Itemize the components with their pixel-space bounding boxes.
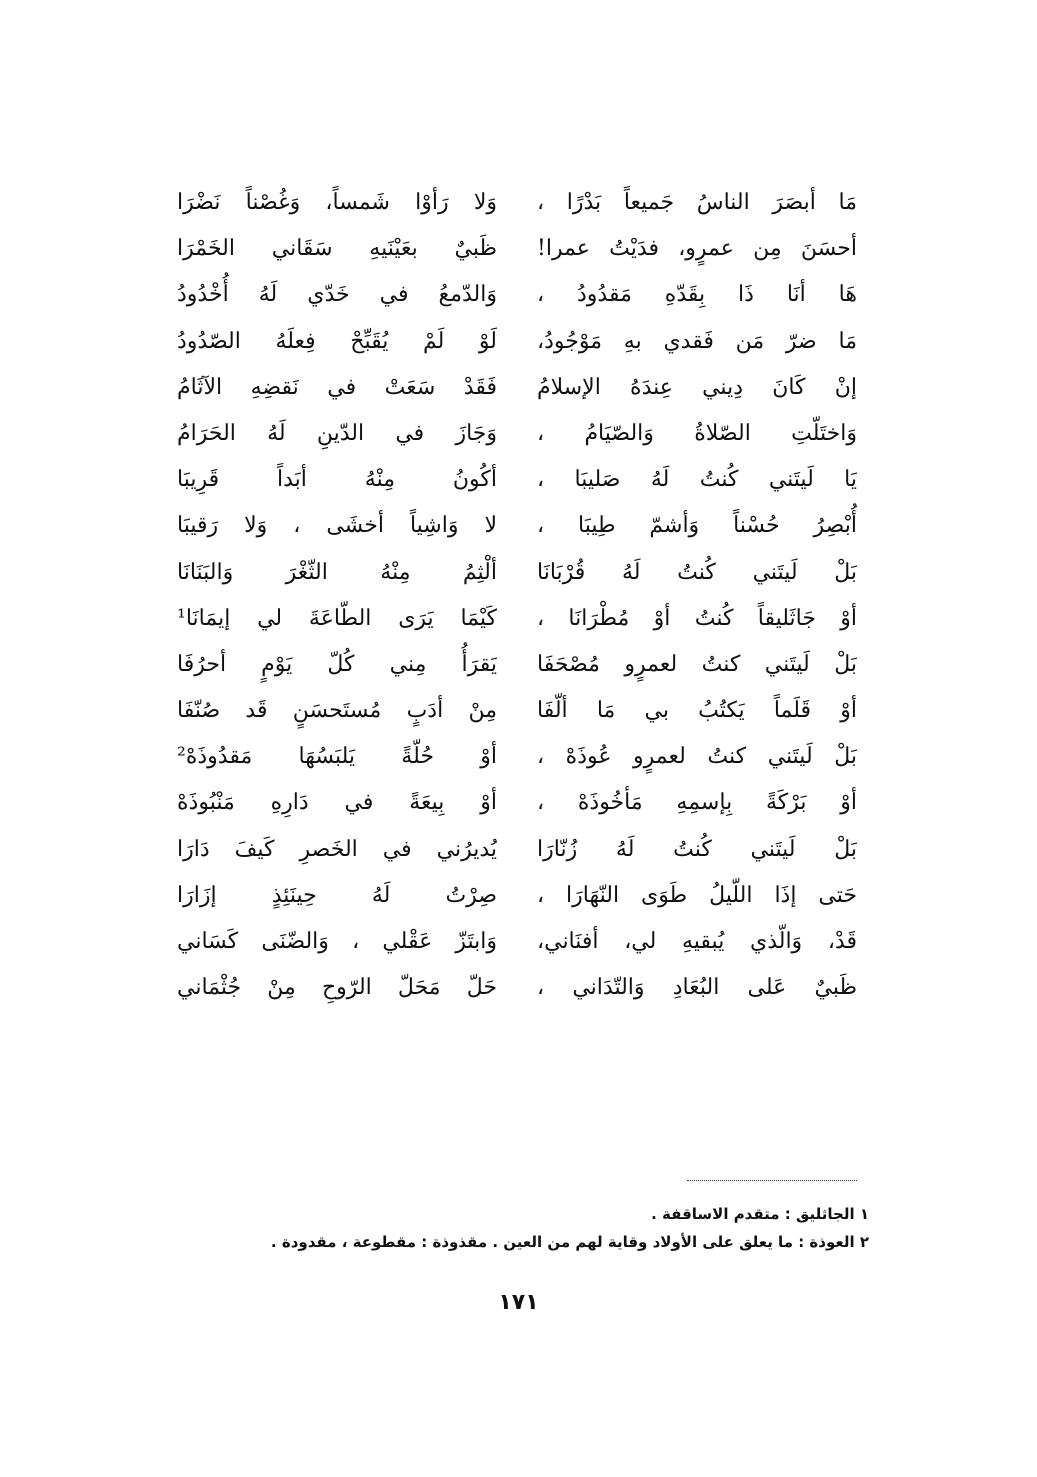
- hemistich-first: بَلْ لَيتَني كُنتُ لَهُ قُرْبَانَا: [537, 559, 857, 585]
- verse-line: [177, 503, 857, 549]
- hemistich-second: أكُونُ مِنْهُ أبَداً قَرِيبَا: [177, 467, 497, 493]
- page-number: ١٧١: [498, 1290, 539, 1315]
- hemistich-first: وَاختَلّتِ الصّلاةُ وَالصّيَامُ ،: [537, 420, 857, 446]
- hemistich-second: وَلا رَأوْا شَمساً، وَغُصْناً نَضْرَا: [177, 190, 497, 215]
- hemistich-second: وَالدّمعُ في خَدّي لَهُ أُخْدُودُ: [177, 282, 497, 308]
- hemistich-second: يُديرُني في الخَصرِ كَيفَ دَارَا: [177, 836, 497, 862]
- hemistich-second: يَقرَأُ مِني كُلّ يَوْمٍ أحرُفَا: [177, 651, 497, 677]
- verse-line: [177, 226, 857, 272]
- footnote-1: ١ الجاثليق : متقدم الاساقفة .: [651, 1205, 869, 1223]
- hemistich-first: بَلْ لَيتَني كنتُ لعمرٍو عُوذَهْ ،: [537, 744, 857, 770]
- verse-line: [177, 180, 857, 226]
- verse-line: [177, 688, 857, 734]
- hemistich-first: حَتى إذَا اللّيلُ طَوَى النّهَارَا ،: [537, 882, 857, 908]
- verse-line: [177, 734, 857, 780]
- verse-line: [177, 272, 857, 318]
- hemistich-second: وَجَازَ في الدّينِ لَهُ الحَرَامُ: [177, 420, 497, 446]
- verse-line: [177, 596, 857, 642]
- verse-line: [177, 411, 857, 457]
- hemistich-first: قَدْ، وَالّذي يُبقيهِ لي، أفنَاني،: [537, 929, 857, 954]
- verse-line: [177, 873, 857, 919]
- verse-line: [177, 365, 857, 411]
- hemistich-first: مَا أبصَرَ الناسُ جَميعاً بَدْرًا ،: [537, 190, 857, 215]
- verse-line: [177, 550, 857, 596]
- hemistich-second: أوْ بِيعَةً في دَارِهِ مَنْبُوذَهْ: [177, 790, 497, 816]
- hemistich-second: صِرْتُ لَهُ حِينَئِذٍ إزَارَا: [177, 882, 497, 908]
- hemistich-second: لَوْ لَمْ يُقَبِّحْ فِعلَهُ الصّدُودُ: [177, 328, 497, 354]
- hemistich-first: أُبْصِرُ حُسْناً وَأشمّ طِيبَا ،: [537, 513, 857, 539]
- hemistich-second: ظَبيٌ بعَيْنَيهِ سَقَاني الخَمْرَا: [177, 236, 497, 262]
- verse-line: [177, 642, 857, 688]
- verse-line: [177, 965, 857, 1011]
- hemistich-first: بَلْ لَيتَني كنتُ لعمرٍو مُصْحَفَا: [537, 651, 857, 677]
- hemistich-first: مَا ضرّ مَن فَقدي بهِ مَوْجُودُ،: [537, 328, 857, 354]
- hemistich-first: أوْ بَرْكَةً بِإسمِهِ مَأخُوذَهْ ،: [537, 790, 857, 816]
- hemistich-first: أحسَنَ مِن عمرٍو، فدَيْتُ عمرا!: [537, 236, 857, 262]
- verse-line: [177, 919, 857, 965]
- footnotes: [179, 1200, 869, 1256]
- hemistich-second: حَلّ مَحَلّ الرّوحِ مِنْ جُثْمَاني: [177, 975, 497, 1001]
- hemistich-second: كَيْمَا يَرَى الطّاعَةَ لي إيمَانَا¹: [177, 605, 497, 631]
- hemistich-second: لا وَاشِياً أخشَى ، وَلا رَقيبَا: [177, 513, 497, 539]
- hemistich-first: إنْ كَانَ دِيني عِندَهُ الإسلامُ: [537, 374, 857, 400]
- hemistich-second: أوْ حُلّةً يَلبَسُهَا مَقدُوذَهْ²: [177, 744, 497, 770]
- hemistich-second: وَابتَزّ عَقْلي ، وَالضّنَى كَسَاني: [177, 929, 497, 954]
- footnote-2: ٢ العوذة : ما يعلق على الأولاد وقاية لهم من العين . مقذوذة : مقطوعة ، مقدودة .: [270, 1233, 869, 1251]
- hemistich-first: هَا أنَا ذَا بِقَدّهِ مَقدُودُ ،: [537, 282, 857, 308]
- poem: [177, 180, 857, 1011]
- verse-line: [177, 457, 857, 503]
- hemistich-first: أوْ قَلَماً يَكتُبُ بي مَا ألّفَا: [537, 698, 857, 724]
- hemistich-first: أوْ جَاثَليقاً كُنتُ أوْ مُطْرَانَا ،: [537, 605, 857, 631]
- hemistich-second: ألْثِمُ مِنْهُ الثّغْرَ وَالبَنَانَا: [177, 559, 497, 585]
- hemistich-first: يَا لَيتَني كُنتُ لَهُ صَليبَا ،: [537, 467, 857, 493]
- hemistich-second: مِنْ أدَبٍ مُستَحسَنٍ قَد صُنّفَا: [177, 698, 497, 724]
- footnote-divider: [687, 1180, 857, 1181]
- verse-line: [177, 319, 857, 365]
- verse-line: [177, 780, 857, 826]
- hemistich-second: فَقَدْ سَعَتْ في نَقضِهِ الآثَامُ: [177, 374, 497, 400]
- verse-line: [177, 827, 857, 873]
- hemistich-first: بَلْ لَيتَني كُنتُ لَهُ زُنّارَا: [537, 836, 857, 862]
- hemistich-first: ظَبيٌ عَلى البُعَادِ وَالتّدَاني ،: [537, 975, 857, 1001]
